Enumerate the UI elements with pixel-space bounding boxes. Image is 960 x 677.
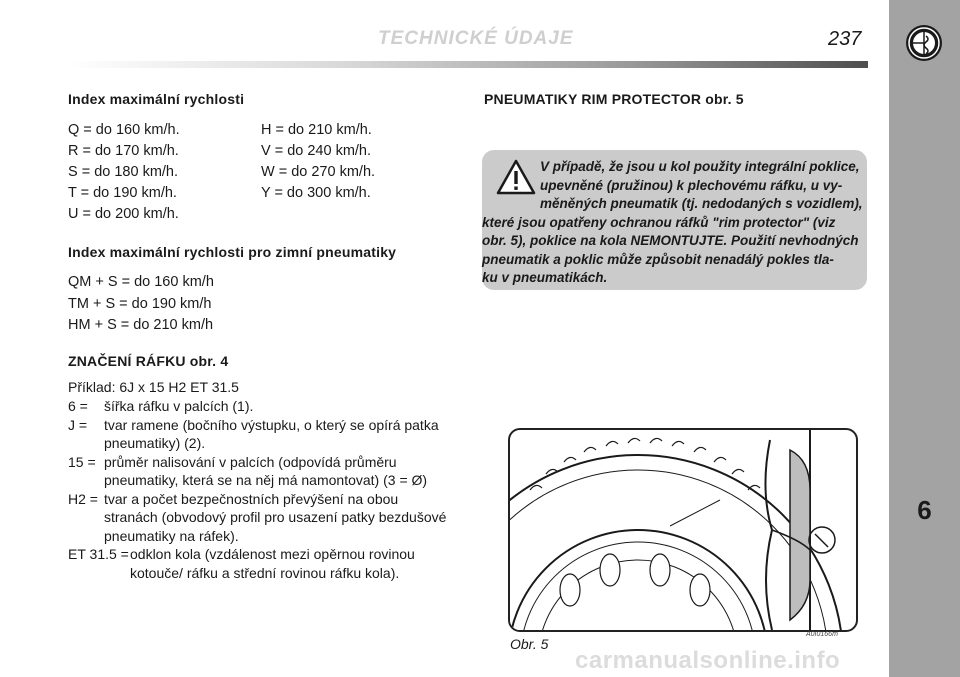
speed-value: H = do 210 km/h. [261,122,372,138]
definition-term: ET 31.5 = [68,546,129,562]
winter-index-heading: Index maximální rychlosti pro zimní pneumatiky [68,244,397,260]
warning-line: ku v pneumatikách. [482,270,608,285]
warning-line: upevněné (pružinou) k plechovému ráfku, u vy- [540,177,843,193]
speed-value: U = do 200 km/h. [68,206,179,222]
speed-value: V = do 240 km/h. [261,143,372,159]
definition-term: H2 = [68,490,98,507]
speed-row [68,164,428,185]
tire-illustration [508,428,858,632]
section-title: TECHNICKÉ ÚDAJE [378,28,574,49]
speed-value: T = do 190 km/h. [68,185,177,201]
warning-text [482,158,863,288]
figure-code: A0I0166m [806,631,838,638]
definition-text: tvar a počet bezpečnostních převýšení na obou stranách (obvodový profil pro usazení patky bezdušové pneumatiky na ráfek). [104,490,447,544]
winter-index-row: QM + S = do 160 km/h [68,274,214,290]
rim-definition [68,416,452,453]
speed-row [68,122,428,143]
chapter-number: 6 [917,495,932,525]
definition-text: šířka ráfku v palcích (1). [104,398,254,414]
definition-text: odklon kola (vzdálenost mezi opěrnou rovinou kotouče/ ráfku a střední rovinou ráfku kola). [130,546,415,581]
speed-value: Y = do 300 km/h. [261,185,371,201]
definition-term: J = [68,416,88,433]
figure-caption: Obr. 5 [510,636,549,652]
rim-marking-heading: ZNAČENÍ RÁFKU obr. 4 [68,353,229,369]
speed-value: Q = do 160 km/h. [68,122,180,138]
rim-definition [68,545,452,582]
page-number: 237 [828,28,862,50]
warning-line: pneumatik a poklic může způsobit nenadálý pokles tla- [482,251,834,267]
watermark: carmanualsonline.info [575,647,841,674]
warning-line: měněných pneumatik (tj. nedodaných s vozidlem), [540,196,863,211]
speed-index-table [68,122,428,227]
winter-index-row: TM + S = do 190 km/h [68,295,212,312]
warning-line: V případě, že jsou u kol použity integrální poklice, [540,159,860,174]
speed-value: W = do 270 km/h. [261,164,376,180]
definition-term: 15 = [68,453,96,470]
speed-value: S = do 180 km/h. [68,164,179,180]
definition-text: průměr nalisování v palcích (odpovídá průměru pneumatiky, která se na něj má namontovat) (3 = Ø) [104,453,428,488]
rim-definition [68,490,452,546]
rim-definition [68,397,452,416]
winter-index-row: HM + S = do 210 km/h [68,317,214,333]
definition-term: 6 = [68,398,88,414]
chapter-sidebar [889,0,960,677]
rim-marking-example: Příklad: 6J x 15 H2 ET 31.5 [68,379,239,395]
speed-row [68,143,428,164]
brand-logo-icon [905,24,943,62]
speed-index-heading: Index maximální rychlosti [68,91,245,107]
header-rule [68,61,868,68]
speed-row [68,206,428,227]
speed-value: R = do 170 km/h. [68,143,179,159]
speed-row [68,185,428,206]
definition-text: tvar ramene (bočního výstupku, o který se opírá patka pneumatiky) (2). [104,416,439,451]
warning-line: obr. 5), poklice na kola NEMONTUJTE. Použití nevhodných [482,233,859,248]
rim-protector-heading: PNEUMATIKY RIM PROTECTOR obr. 5 [484,91,744,107]
warning-line: které jsou opatřeny ochranou ráfků "rim protector" (viz [482,214,836,230]
rim-definition [68,453,452,490]
